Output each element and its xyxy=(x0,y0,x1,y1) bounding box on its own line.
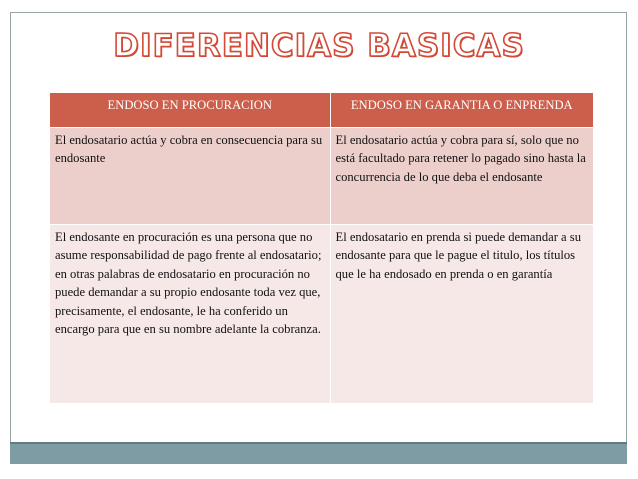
table-header-row xyxy=(50,93,593,127)
cell-row1-procuracion: El endosatario actúa y cobra en consecuencia para su endosante xyxy=(50,127,330,224)
comparison-table xyxy=(50,93,593,403)
cell-row1-garantia: El endosatario actúa y cobra para sí, solo que no está facultado para retener lo pagado sino hasta la concurrencia de lo que deba el endosante xyxy=(330,127,593,224)
header-procuracion: ENDOSO EN PROCURACION xyxy=(50,93,330,127)
cell-row2-procuracion: El endosante en procuración es una persona que no asume responsabilidad de pago frente al endosatario; en otras palabras de endosatario en procuración no puede demandar a su propio endosante toda vez que, precisamente, el endosante, le ha conferido un encargo para que en su nombre adelante la cobranza. xyxy=(50,224,330,403)
footer-bar xyxy=(10,442,627,464)
cell-row2-garantia: El endosatario en prenda si puede demandar a su endosante para que le pague el titulo, los títulos que le ha endosado en prenda o en garantía xyxy=(330,224,593,403)
table-row xyxy=(50,127,593,224)
slide-title: DIFERENCIAS BASICAS xyxy=(113,28,525,64)
header-garantia: ENDOSO EN GARANTIA O ENPRENDA xyxy=(330,93,593,127)
table-row xyxy=(50,224,593,403)
